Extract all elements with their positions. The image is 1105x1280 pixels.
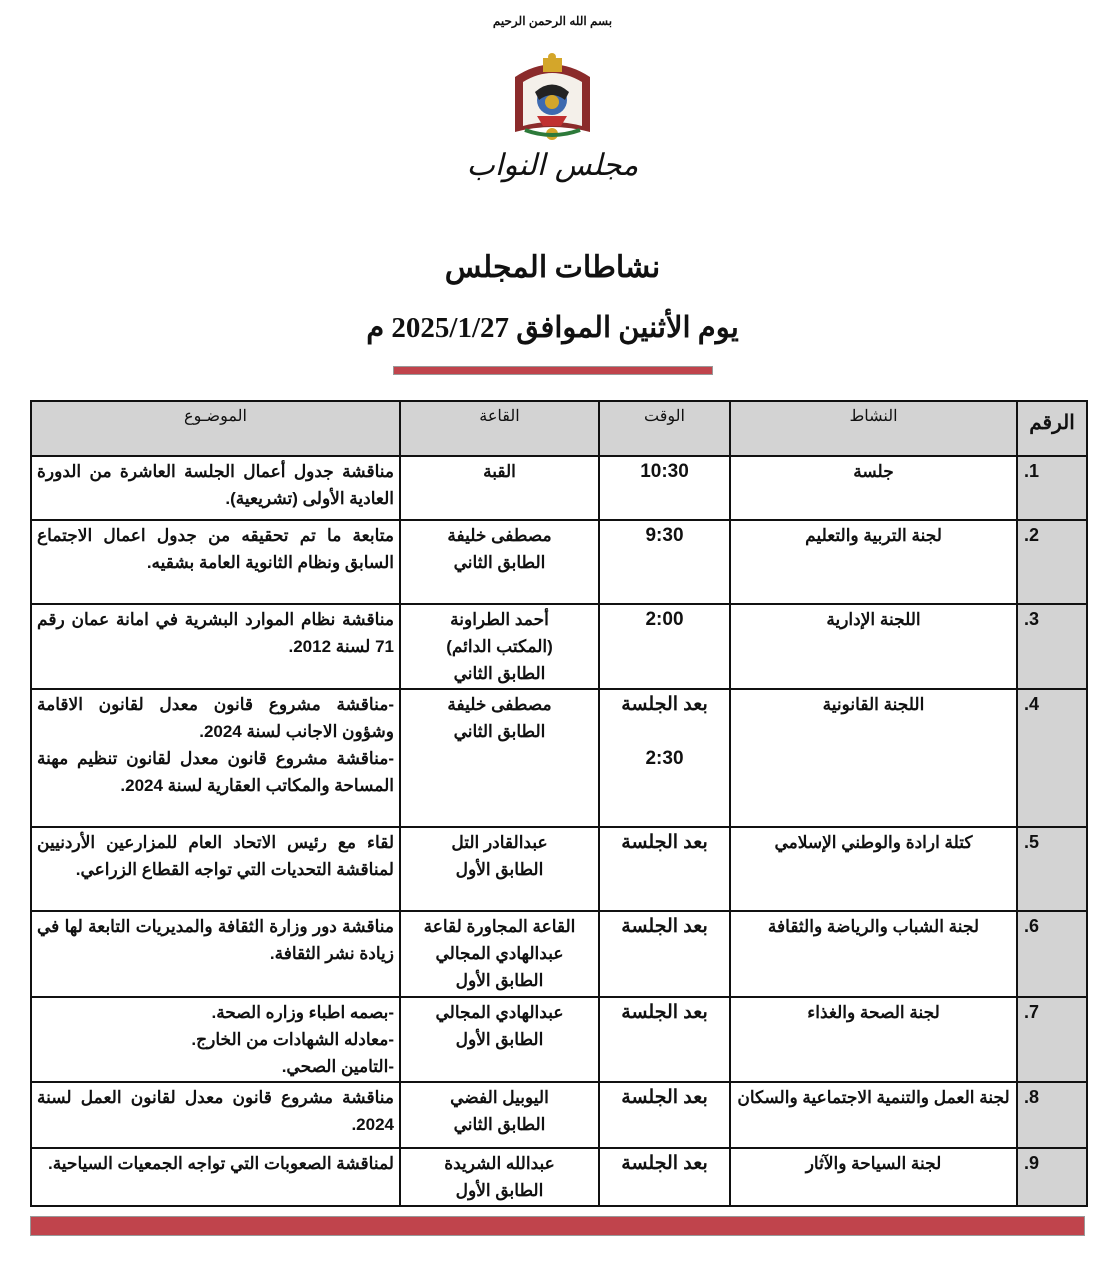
hall-cell-line: الطابق الأول <box>455 1030 544 1049</box>
decorative-divider <box>393 366 713 375</box>
table-row <box>31 456 1087 520</box>
topic-cell-line: لمناقشة الصعوبات التي تواجه الجمعيات السياحية. <box>47 1154 394 1173</box>
date-line: يوم الأثنين الموافق 2025/1/27 م <box>366 312 739 344</box>
table-header-row <box>31 401 1087 456</box>
table-row <box>31 520 1087 604</box>
hall-cell <box>400 1082 599 1148</box>
hall-cell-line: القبة <box>483 462 516 481</box>
topic-cell-line: مناقشة جدول أعمال الجلسة العاشرة من الدورة العادية الأولى (تشريعية). <box>37 462 394 508</box>
topic-cell-line: مناقشة نظام الموارد البشرية في امانة عمان رقم 71 لسنة 2012. <box>37 610 394 656</box>
topic-cell <box>31 997 400 1082</box>
time-cell <box>599 604 730 689</box>
topic-cell-line: مناقشة دور وزارة الثقافة والمديريات التابعة لها في زيادة نشر الثقافة. <box>37 917 394 963</box>
time-cell <box>599 1082 730 1148</box>
time-cell-line: 10:30 <box>640 461 689 482</box>
page-title: نشاطات المجلس <box>444 251 661 284</box>
row-number: 2. <box>1017 520 1087 604</box>
activity-cell: اللجنة الإدارية <box>730 604 1017 689</box>
topic-cell <box>31 1148 400 1206</box>
activities-table <box>30 400 1088 1207</box>
topic-cell-line: -مناقشة مشروع قانون معدل لقانون تنظيم مهنة المساحة والمكاتب العقارية لسنة 2024. <box>37 749 394 795</box>
time-cell-line: 9:30 <box>645 525 684 546</box>
hall-cell-line: الطابق الثاني <box>453 1115 546 1134</box>
hall-cell <box>400 604 599 689</box>
hall-cell-line: عبدالله الشريدة <box>444 1154 555 1173</box>
time-cell-line: بعد الجلسة <box>621 694 708 715</box>
activity-cell: كتلة ارادة والوطني الإسلامي <box>730 827 1017 911</box>
decorative-footer-bar <box>30 1216 1085 1236</box>
hall-cell-line: الطابق الأول <box>455 860 544 879</box>
row-number: 8. <box>1017 1082 1087 1148</box>
hall-cell-line: عبدالهادي المجالي <box>435 944 564 963</box>
hall-cell-line: الطابق الأول <box>455 1181 544 1200</box>
topic-cell <box>31 456 400 520</box>
time-cell-line: بعد الجلسة <box>621 1153 708 1174</box>
time-cell-line: بعد الجلسة <box>621 916 708 937</box>
hall-cell-line: عبدالهادي المجالي <box>435 1003 564 1022</box>
coat-of-arms-emblem <box>505 52 600 147</box>
activity-cell: لجنة السياحة والآثار <box>730 1148 1017 1206</box>
hall-cell-line: مصطفى خليفة <box>447 526 552 545</box>
row-number: 7. <box>1017 997 1087 1082</box>
hall-cell <box>400 456 599 520</box>
basmala: بسم الله الرحمن الرحيم <box>492 14 613 28</box>
row-number: 6. <box>1017 911 1087 997</box>
hall-cell <box>400 911 599 997</box>
activity-cell: لجنة الشباب والرياضة والثقافة <box>730 911 1017 997</box>
time-cell <box>599 827 730 911</box>
row-number: 3. <box>1017 604 1087 689</box>
table-row <box>31 689 1087 827</box>
hall-cell-line: الطابق الثاني <box>453 722 546 741</box>
column-header-topic: الموضـوع <box>31 401 400 456</box>
time-cell <box>599 997 730 1082</box>
activity-cell: اللجنة القانونية <box>730 689 1017 827</box>
table-row <box>31 997 1087 1082</box>
table-row <box>31 827 1087 911</box>
hall-cell <box>400 1148 599 1206</box>
row-number: 1. <box>1017 456 1087 520</box>
column-header-time: الوقت <box>599 401 730 456</box>
time-cell <box>599 911 730 997</box>
hall-cell-line: (المكتب الدائم) <box>446 637 553 656</box>
hall-cell-line: اليوبيل الفضي <box>450 1088 549 1107</box>
council-name-logo: مجلس النواب <box>466 148 639 183</box>
topic-cell-line: -التامين الصحي. <box>281 1057 394 1076</box>
topic-cell-line: لقاء مع رئيس الاتحاد العام للمزارعين الأردنيين لمناقشة التحديات التي تواجه القطاع الزراعي. <box>37 833 394 879</box>
hall-cell <box>400 827 599 911</box>
hall-cell-line: أحمد الطراونة <box>450 610 549 629</box>
activity-cell: لجنة التربية والتعليم <box>730 520 1017 604</box>
table-row <box>31 1148 1087 1206</box>
hall-cell-line: الطابق الثاني <box>453 553 546 572</box>
table-row <box>31 1082 1087 1148</box>
topic-cell <box>31 911 400 997</box>
activity-cell: جلسة <box>730 456 1017 520</box>
table-row <box>31 604 1087 689</box>
row-number: 9. <box>1017 1148 1087 1206</box>
topic-cell-line: -معادله الشهادات من الخارج. <box>191 1030 394 1049</box>
activity-cell: لجنة الصحة والغذاء <box>730 997 1017 1082</box>
time-cell-line: 2:30 <box>645 748 684 769</box>
table-row <box>31 911 1087 997</box>
topic-cell-line: متابعة ما تم تحقيقه من جدول اعمال الاجتماع السابق ونظام الثانوية العامة بشقيه. <box>37 526 394 572</box>
hall-cell <box>400 997 599 1082</box>
time-cell <box>599 456 730 520</box>
column-header-activity: النشاط <box>730 401 1017 456</box>
topic-cell <box>31 1082 400 1148</box>
hall-cell-line: الطابق الأول <box>455 971 544 990</box>
row-number: 5. <box>1017 827 1087 911</box>
topic-cell <box>31 520 400 604</box>
topic-cell <box>31 827 400 911</box>
topic-cell-line: مناقشة مشروع قانون معدل لقانون العمل لسنة 2024. <box>37 1088 394 1134</box>
time-cell-line: بعد الجلسة <box>621 832 708 853</box>
time-cell <box>599 1148 730 1206</box>
time-cell-line: بعد الجلسة <box>621 1087 708 1108</box>
hall-cell-line: القاعة المجاورة لقاعة <box>423 917 576 936</box>
topic-cell <box>31 604 400 689</box>
hall-cell-line: الطابق الثاني <box>453 664 546 683</box>
column-header-number: الرقم <box>1017 401 1087 456</box>
column-header-hall: القاعة <box>400 401 599 456</box>
hall-cell <box>400 520 599 604</box>
hall-cell-line: مصطفى خليفة <box>447 695 552 714</box>
hall-cell-line: عبدالقادر التل <box>451 833 548 852</box>
time-cell-line: 2:00 <box>645 609 684 630</box>
row-number: 4. <box>1017 689 1087 827</box>
activity-cell: لجنة العمل والتنمية الاجتماعية والسكان <box>730 1082 1017 1148</box>
topic-cell-line: -بصمه اطباء وزاره الصحة. <box>211 1003 394 1022</box>
topic-cell <box>31 689 400 827</box>
hall-cell <box>400 689 599 827</box>
topic-cell-line: -مناقشة مشروع قانون معدل لقانون الاقامة وشؤون الاجانب لسنة 2024. <box>37 695 394 741</box>
time-cell <box>599 520 730 604</box>
time-cell <box>599 689 730 827</box>
time-cell-line: بعد الجلسة <box>621 1002 708 1023</box>
